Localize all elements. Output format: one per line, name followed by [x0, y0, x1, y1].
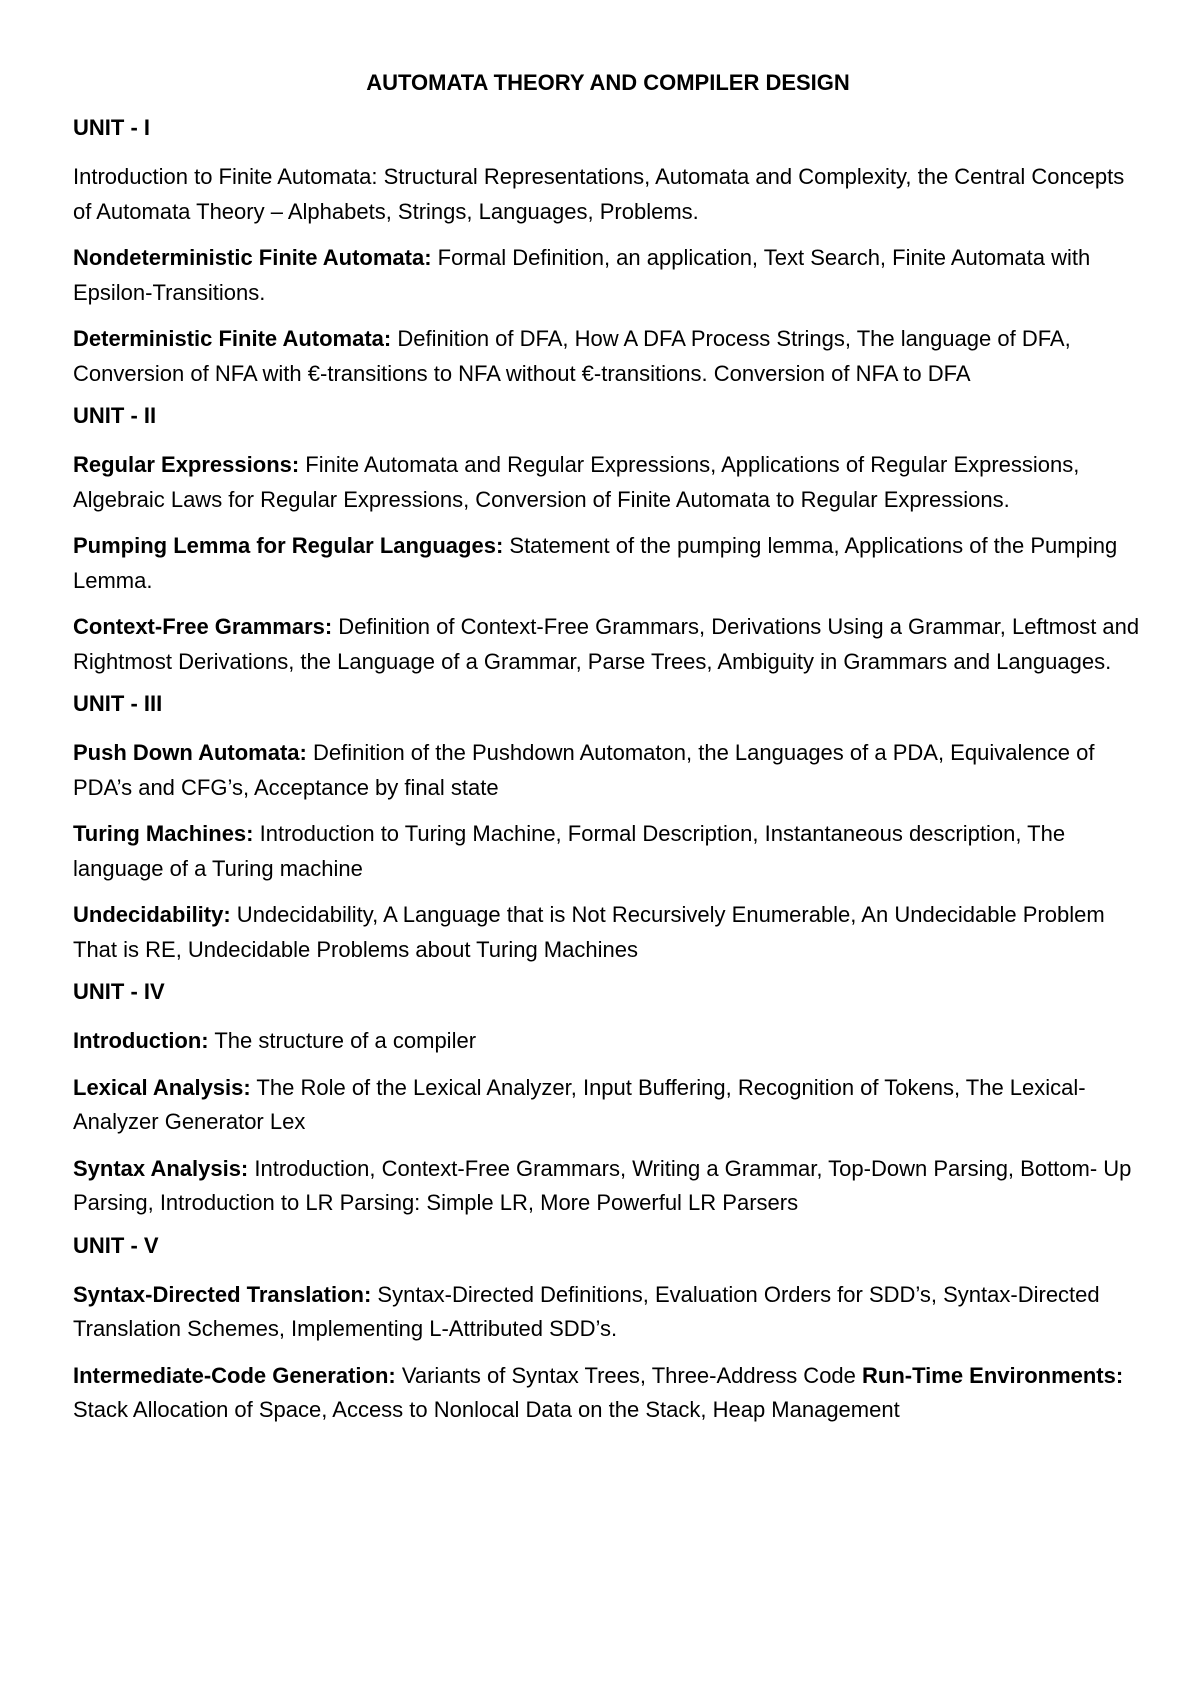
- topic-heading: Lexical Analysis:: [73, 1074, 251, 1100]
- topic-paragraph: [73, 529, 1143, 598]
- topic-paragraph: [73, 1024, 1143, 1059]
- topic-heading: Push Down Automata:: [73, 740, 307, 765]
- topic-text: The structure of a compiler: [208, 1028, 477, 1053]
- topic-heading: Turing Machines:: [73, 821, 254, 846]
- topic-heading: Introduction:: [73, 1028, 209, 1053]
- topic-text: Variants of Syntax Trees, Three-Address Code: [395, 1362, 863, 1388]
- topic-paragraph: [73, 1152, 1143, 1221]
- topic-paragraph: [73, 448, 1143, 517]
- topic-paragraph: [73, 898, 1143, 967]
- document-content: [73, 70, 1143, 1440]
- topic-paragraph: [73, 610, 1143, 679]
- unit-heading: UNIT - II: [73, 403, 157, 428]
- topic-paragraph: [73, 1278, 1143, 1347]
- topic-text: Formal Definition, an application, Text Search, Finite Automata with Epsilon-Transitions.: [73, 245, 1091, 305]
- topic-text: Introduction, Context-Free Grammars, Writing a Grammar, Top-Down Parsing, Bottom- Up Parsing, Introduction to LR Parsing: Simple LR, More Powerful LR Parsers: [73, 1155, 1132, 1215]
- topic-text: Finite Automata and Regular Expressions, Applications of Regular Expressions, Algebraic Laws for Regular Expressions, Conversion of Finite Automata to Regular Expressions.: [73, 452, 1080, 512]
- topic-heading: Undecidability:: [73, 902, 231, 927]
- topic-heading: Deterministic Finite Automata:: [73, 326, 392, 351]
- topic-paragraph: [73, 322, 1143, 391]
- topic-text: Structural Representations, Automata and Complexity, the Central Concepts of Automata Theory – Alphabets, Strings, Languages, Problems.: [73, 164, 1125, 224]
- unit-heading: UNIT - V: [73, 1232, 159, 1258]
- topic-heading: Syntax Analysis:: [73, 1155, 249, 1181]
- units-container: [73, 115, 1143, 1428]
- unit-heading: UNIT - III: [73, 691, 163, 716]
- topic-paragraph: [73, 241, 1143, 310]
- topic-text: Statement of the pumping lemma, Applications of the Pumping Lemma.: [73, 533, 1118, 593]
- topic-text: Definition of the Pushdown Automaton, the Languages of a PDA, Equivalence of PDA’s and CFG’s, Acceptance by final state: [73, 740, 1095, 800]
- topic-paragraph: [73, 736, 1143, 805]
- topic-text: Stack Allocation of Space, Access to Nonlocal Data on the Stack, Heap Management: [73, 1397, 900, 1422]
- topic-heading: Run-Time Environments:: [862, 1362, 1124, 1388]
- topic-text: Syntax-Directed Definitions, Evaluation Orders for SDD’s, Syntax-Directed Translation Schemes, Implementing L-Attributed SDD’s.: [73, 1281, 1100, 1341]
- topic-heading: Regular Expressions:: [73, 452, 300, 477]
- topic-text: Introduction to Turing Machine, Formal Description, Instantaneous description, The language of a Turing machine: [73, 821, 1066, 881]
- topic-text: Definition of Context-Free Grammars, Derivations Using a Grammar, Leftmost and Rightmost Derivations, the Language of a Grammar, Parse Trees, Ambiguity in Grammars and Languages.: [73, 614, 1140, 674]
- topic-heading: Pumping Lemma for Regular Languages:: [73, 533, 504, 558]
- topic-heading: Nondeterministic Finite Automata:: [73, 245, 432, 270]
- topic-heading: Syntax-Directed Translation:: [73, 1281, 372, 1307]
- topic-text: The Role of the Lexical Analyzer, Input Buffering, Recognition of Tokens, The Lexical- Analyzer Generator Lex: [73, 1074, 1086, 1134]
- topic-text: Definition of DFA, How A DFA Process Strings, The language of DFA, Conversion of NFA with €-transitions to NFA without €-transitions. Conversion of NFA to DFA: [73, 326, 1071, 386]
- document-title: AUTOMATA THEORY AND COMPILER DESIGN: [366, 70, 850, 95]
- unit-heading: UNIT - I: [73, 115, 150, 140]
- unit-heading: UNIT - IV: [73, 979, 165, 1004]
- topic-heading: Intermediate-Code Generation:: [73, 1362, 396, 1388]
- topic-paragraph: [73, 1359, 1143, 1428]
- topic-heading: Context-Free Grammars:: [73, 614, 333, 639]
- topic-paragraph: [73, 160, 1143, 229]
- topic-paragraph: [73, 817, 1143, 886]
- topic-paragraph: [73, 1071, 1143, 1140]
- topic-text: Undecidability, A Language that is Not Recursively Enumerable, An Undecidable Problem That is RE, Undecidable Problems about Turing Machines: [73, 902, 1105, 962]
- topic-heading: Introduction to Finite Automata:: [73, 164, 378, 189]
